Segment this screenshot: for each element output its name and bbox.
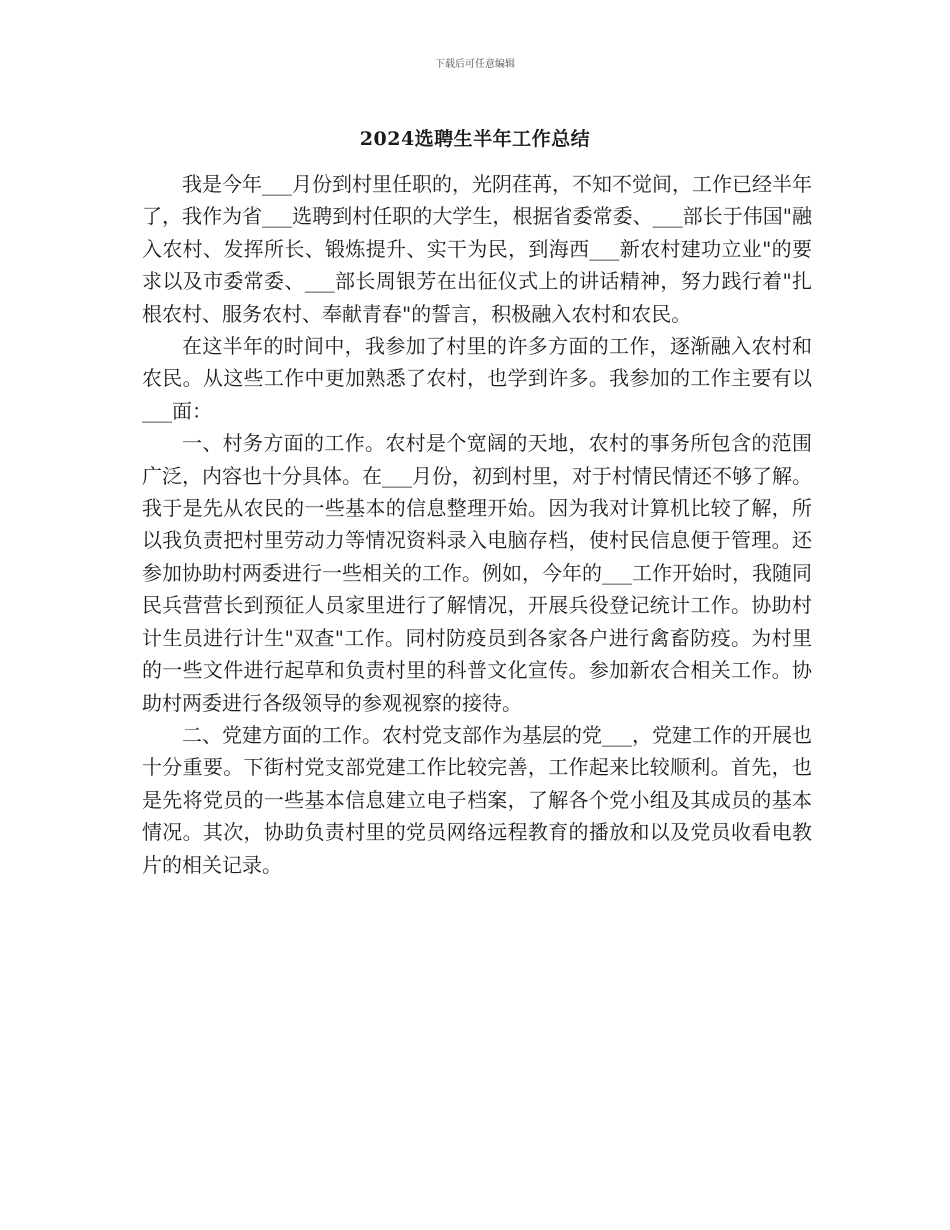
paragraph-party-building: 二、党建方面的工作。农村党支部作为基层的党___，党建工作的开展也十分重要。下街村党支部党建工作比较完善，工作起来比较顺利。首先，也是先将党员的一些基本信息建立电子档案，了解各个党小组及其成员的基本情况。其次，协助负责村里的党员网络远程教育的播放和以及党员收看电教片的相关记录。 <box>142 722 812 877</box>
document-body <box>142 168 812 881</box>
paragraph-overview: 在这半年的时间中，我参加了村里的许多方面的工作，逐渐融入农村和农民。从这些工作中更加熟悉了农村，也学到许多。我参加的工作主要有以___面： <box>142 334 812 423</box>
header-note: 下载后可任意编辑 <box>435 59 515 70</box>
paragraph-intro: 我是今年___月份到村里任职的，光阴荏苒，不知不觉间，工作已经半年了，我作为省___选聘到村任职的大学生，根据省委常委、___部长于伟国"融入农村、发挥所长、锻炼提升、实干为民，到海西___新农村建功立业"的要求以及市委常委、___部长周银芳在出征仪式上的讲话精神，努力践行着"扎根农村、服务农村、奉献青春"的誓言，积极融入农村和农民。 <box>142 172 812 326</box>
paragraph-village-affairs: 一、村务方面的工作。农村是个宽阔的天地，农村的事务所包含的范围广泛，内容也十分具体。在___月份，初到村里，对于村情民情还不够了解。我于是先从农民的一些基本的信息整理开始。因为我对计算机比较了解，所以我负责把村里劳动力等情况资料录入电脑存档，使村民信息便于管理。还参加协助村两委进行一些相关的工作。例如，今年的___工作开始时，我随同民兵营营长到预征人员家里进行了解情况，开展兵役登记统计工作。协助村计生员进行计生"双查"工作。同村防疫员到各家各户进行禽畜防疫。为村里的一些文件进行起草和负责村里的科普文化宣传。参加新农合相关工作。协助村两委进行各级领导的参观视察的接待。 <box>142 431 812 715</box>
document-title: 2024选聘生半年工作总结 <box>359 128 591 150</box>
